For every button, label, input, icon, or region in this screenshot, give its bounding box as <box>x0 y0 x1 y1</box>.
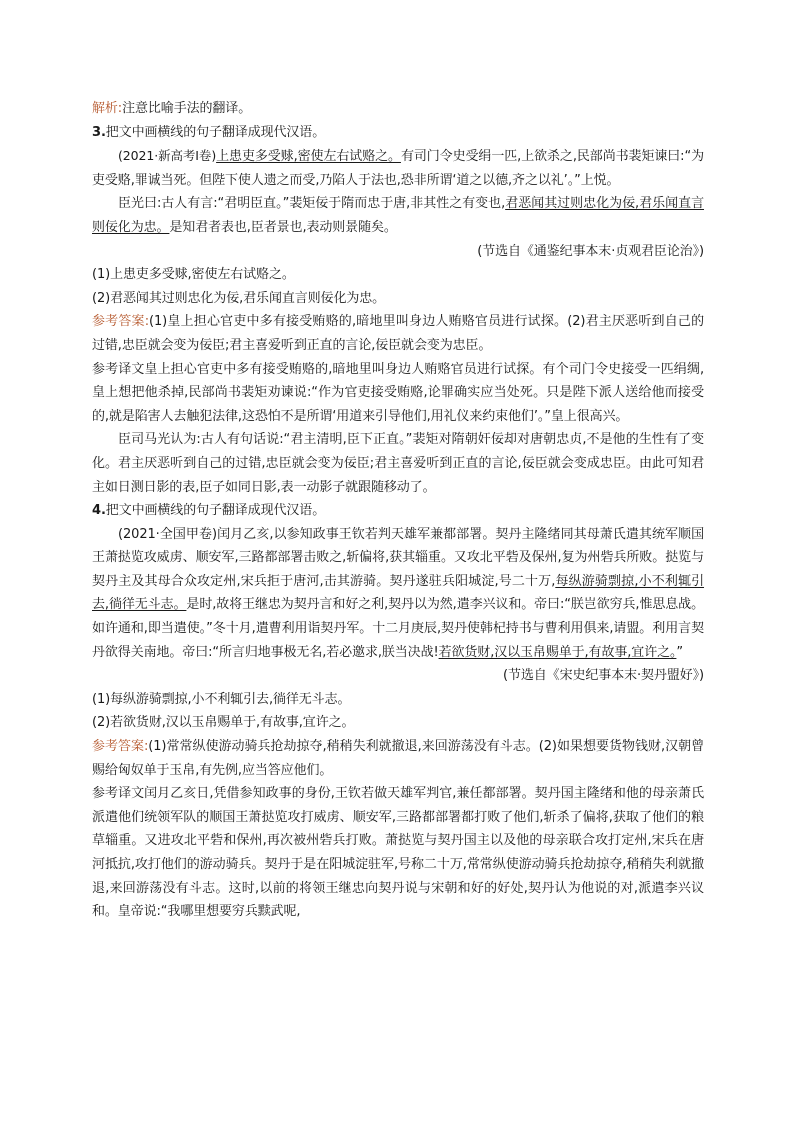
q3-item1: (1)上患吏多受赇,密使左右试赂之。 <box>92 267 295 283</box>
q3-heading <box>92 121 704 145</box>
q3-para2-before: 臣光曰:古人有言:“君明臣直。”裴矩佞于隋而忠于唐,非其性之有变也, <box>118 196 506 212</box>
q4-answer <box>92 735 704 782</box>
q4-passage <box>92 523 704 665</box>
q4-item1: (1)每纵游骑剽掠,小不利辄引去,徜徉无斗志。 <box>92 691 351 707</box>
q3-translation1: 参考译文皇上担心官吏中多有接受贿赂的,暗地里叫身边人贿赂官员进行试探。有个司门令史接受一匹绢绸,皇上想把他杀掉,民部尚书裴矩劝谏说:“作为官吏接受贿赂,论罪确实应当处死。只是陛下派人送给他而接受的,就是陷害人去触犯法律,这恐怕不是所谓‘用道来引导他们,用礼仪来约束他们’。”皇上很高兴。 <box>92 361 704 424</box>
q4-translation: 参考译文闰月乙亥日,凭借参知政事的身份,王钦若做天雄军判官,兼任都部署。契丹国主隆绪和他的母亲萧氏派遣他们统领军队的顺国王萧挞览攻打威虏、顺安军,三路都部署都打败了他们,斩杀了偏将,获取了他们的粮草辎重。又进攻北平砦和保州,再次被州砦兵打败。萧挞览与契丹国主以及他的母亲联合攻打定州,宋兵在唐河抵抗,攻打他们的游动骑兵。契丹于是在阳城淀驻军,号称二十万,常常纵使游动骑兵抢劫掠夺,稍稍失利就撤退,来回游荡没有斗志。这时,以前的将领王继忠向契丹说与宋朝和好的好处,契丹认为他说的对,派遣李兴议和。皇帝说:“我哪里想要穷兵黩武呢, <box>92 786 704 920</box>
q3-passage-para2 <box>92 192 704 239</box>
q3-item2: (2)君恶闻其过则忠化为佞,君乐闻直言则佞化为忠。 <box>92 290 386 306</box>
q3-citation: (节选自《通鉴纪事本末·贞观君臣论治》) <box>477 243 704 259</box>
analysis-text: 注意比喻手法的翻译。 <box>122 101 252 116</box>
q4-item2: (2)若欲货财,汉以玉帛赐单于,有故事,宜许之。 <box>92 715 355 731</box>
q4-passage-after: ” <box>676 644 684 660</box>
q3-underlined-sentence1: 上患吏多受赇,密使左右试赂之。 <box>216 149 401 165</box>
q3-translation2: 臣司马光认为:古人有句话说:“君主清明,臣下正直。”裴矩对隋朝奸佞却对唐朝忠贞,不是他的生性有了变化。君主厌恶听到自己的过错,忠臣就会变为佞臣;君主喜爱听到正直的言论,佞臣就会变成忠臣。由此可知君主如日测日影的表,臣子如同日影,表一动影子就跟随移动了。 <box>92 432 704 495</box>
analysis-label: 解析: <box>92 101 123 116</box>
q3-passage-para1 <box>92 144 704 192</box>
document-body <box>92 97 704 924</box>
q3-answer <box>92 310 704 357</box>
q3-para2-after: 是知君者表也,臣者景也,表动则景随矣。 <box>169 219 397 235</box>
q4-underlined-sentence1: 每纵游骑剽掠,小不利辄引去,徜徉无斗志。 <box>92 573 705 613</box>
q4-citation: (节选自《宋史纪事本末·契丹盟好》) <box>503 668 704 684</box>
q3-para1-rest: 有司门令史受绢一匹,上欲杀之,民部尚书裴矩谏曰:“为吏受赂,罪诚当死。但陛下使人遗之而受,乃陷人于法也,恐非所谓‘道之以德,齐之以礼’。”上悦。 <box>92 149 705 188</box>
q4-heading <box>92 499 704 523</box>
q4-passage-before: (2021·全国甲卷)闰月乙亥,以参知政事王钦若判天雄军兼都部署。契丹主隆绪同其母萧氏遣其统军顺国王萧挞览攻威虏、顺安军,三路都部署击败之,斩偏将,获其辎重。又攻北平砦及保州,复为州砦兵所败。挞览与契丹主及其母合众攻定州,宋兵拒于唐河,击其游骑。契丹遂驻兵阳城淀,号二十万, <box>92 526 704 589</box>
q3-number: 3. <box>92 124 106 140</box>
analysis-line <box>92 97 704 121</box>
q3-underlined-sentence2: 君恶闻其过则忠化为佞,君乐闻直言则佞化为忠。 <box>92 196 704 235</box>
q4-answer-label: 参考答案: <box>92 739 149 755</box>
q3-answer-text: (1)皇上担心官吏中多有接受贿赂的,暗地里叫身边人贿赂官员进行试探。(2)君主厌恶听到自己的过错,忠臣就会变为佞臣;君主喜爱听到正直的言论,佞臣就会变为忠臣。 <box>92 314 704 353</box>
q4-prompt: 把文中画横线的句子翻译成现代汉语。 <box>105 503 326 519</box>
q3-source: (2021·新高考Ⅰ卷) <box>118 148 217 164</box>
q3-answer-label: 参考答案: <box>92 314 150 330</box>
q4-answer-text: (1)常常纵使游动骑兵抢劫掠夺,稍稍失利就撤退,来回游荡没有斗志。(2)如果想要货物钱财,汉朝曾赐给匈奴单于玉帛,有先例,应当答应他们。 <box>92 739 704 778</box>
q4-underlined-sentence2: 若欲货财,汉以玉帛赐单于,有故事,宜许之。 <box>438 644 677 660</box>
q4-passage-middle: 是时,故将王继忠为契丹言和好之利,契丹以为然,遣李兴议和。帝曰:“朕岂欲穷兵,惟思息战。如许通和,即当遣使。”冬十月,遣曹利用诣契丹军。十二月庚辰,契丹使韩杞持书与曹利用俱来,请盟。利用言契丹欲得关南地。帝曰:“所言归地事极无名,若必邀求,朕当决战! <box>92 597 704 660</box>
q3-prompt: 把文中画横线的句子翻译成现代汉语。 <box>105 124 326 140</box>
q4-number: 4. <box>92 503 106 519</box>
